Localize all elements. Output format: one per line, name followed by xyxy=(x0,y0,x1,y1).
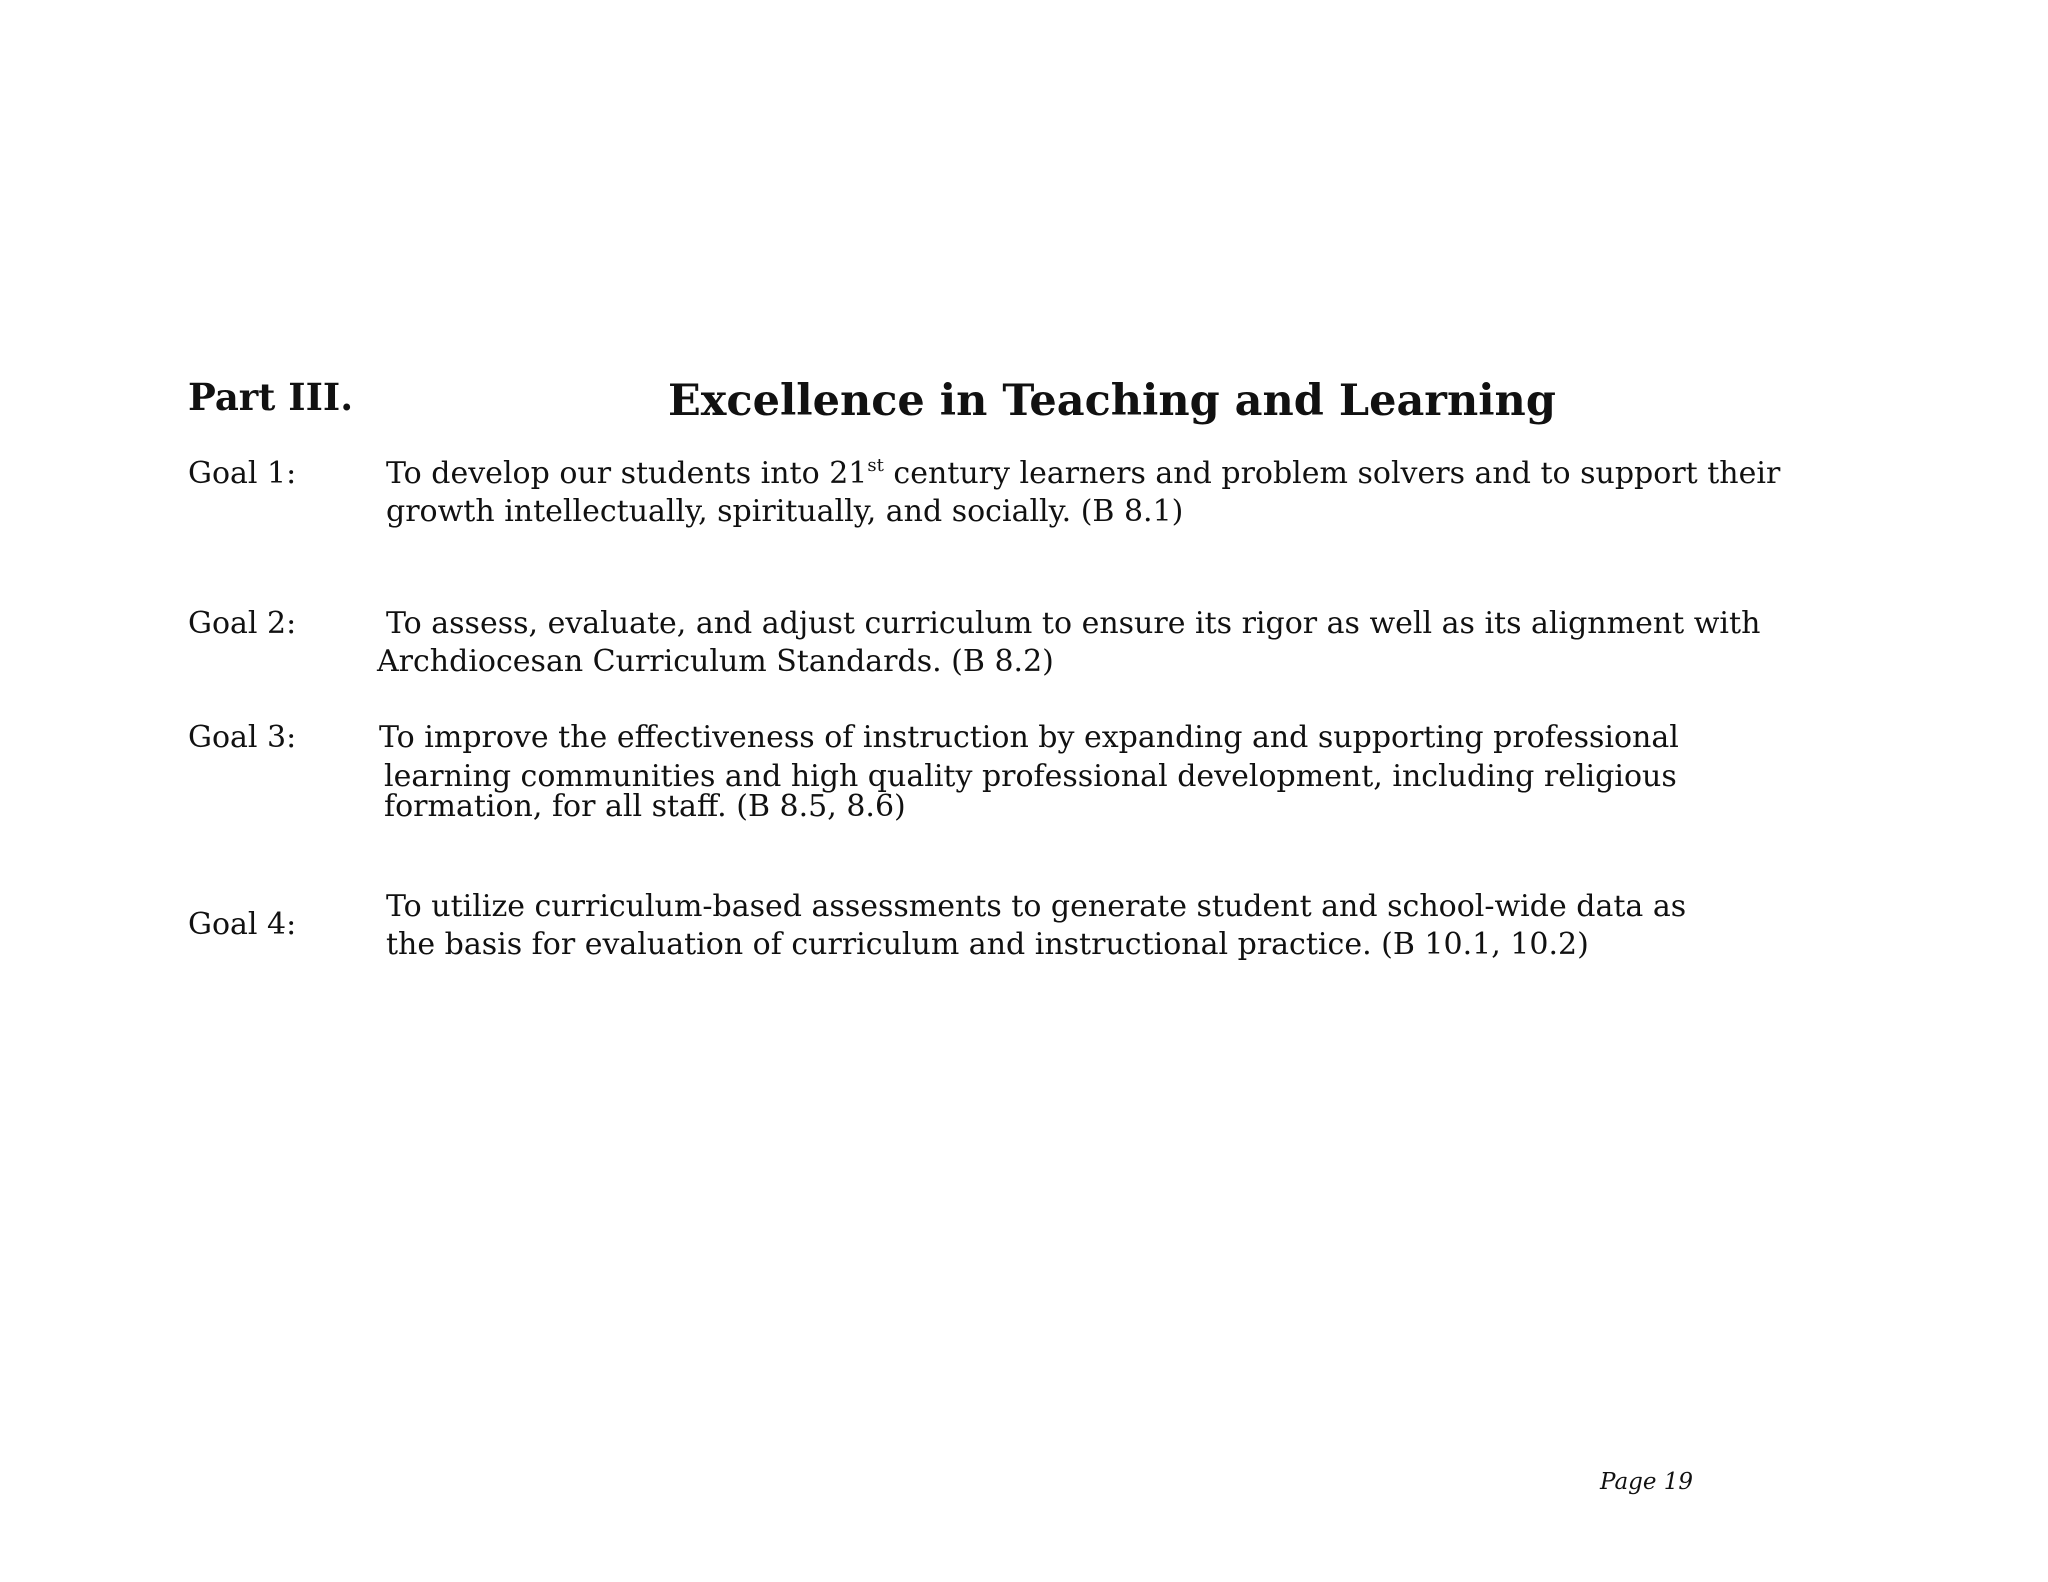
page-number: Page 19 xyxy=(1600,1469,1694,1495)
goal-1-text-post: century learners and problem solvers and to support their xyxy=(883,456,1781,491)
goal-3-text-line-1: To improve the effectiveness of instruction by expanding and supporting professional xyxy=(379,720,1679,755)
goal-3-text-line-3: formation, for all staff. (B 8.5, 8.6) xyxy=(384,789,906,824)
goal-3-label: Goal 3: xyxy=(188,720,297,755)
page-title: Excellence in Teaching and Learning xyxy=(668,376,1556,426)
goal-1-text-line-1 xyxy=(386,456,1780,491)
goal-4-text-line-2: the basis for evaluation of curriculum and instructional practice. (B 10.1, 10.2) xyxy=(386,927,1589,962)
goal-2-text-line-2: Archdiocesan Curriculum Standards. (B 8.2) xyxy=(377,644,1054,679)
goal-1-label: Goal 1: xyxy=(188,456,297,491)
goal-1-text-pre: To develop our students into 21 xyxy=(386,456,868,491)
ordinal-superscript: st xyxy=(867,455,884,476)
goal-1-text-line-2: growth intellectually, spiritually, and socially. (B 8.1) xyxy=(386,494,1184,529)
goal-3-text-line-2: learning communities and high quality professional development, including religious xyxy=(384,759,1677,794)
goal-2-text-line-1: To assess, evaluate, and adjust curriculum to ensure its rigor as well as its alignment with xyxy=(386,606,1761,641)
goal-4-text-line-1: To utilize curriculum-based assessments to generate student and school-wide data as xyxy=(386,889,1687,924)
goal-4-label: Goal 4: xyxy=(188,907,297,942)
part-label: Part III. xyxy=(188,375,354,419)
goal-2-label: Goal 2: xyxy=(188,606,297,641)
